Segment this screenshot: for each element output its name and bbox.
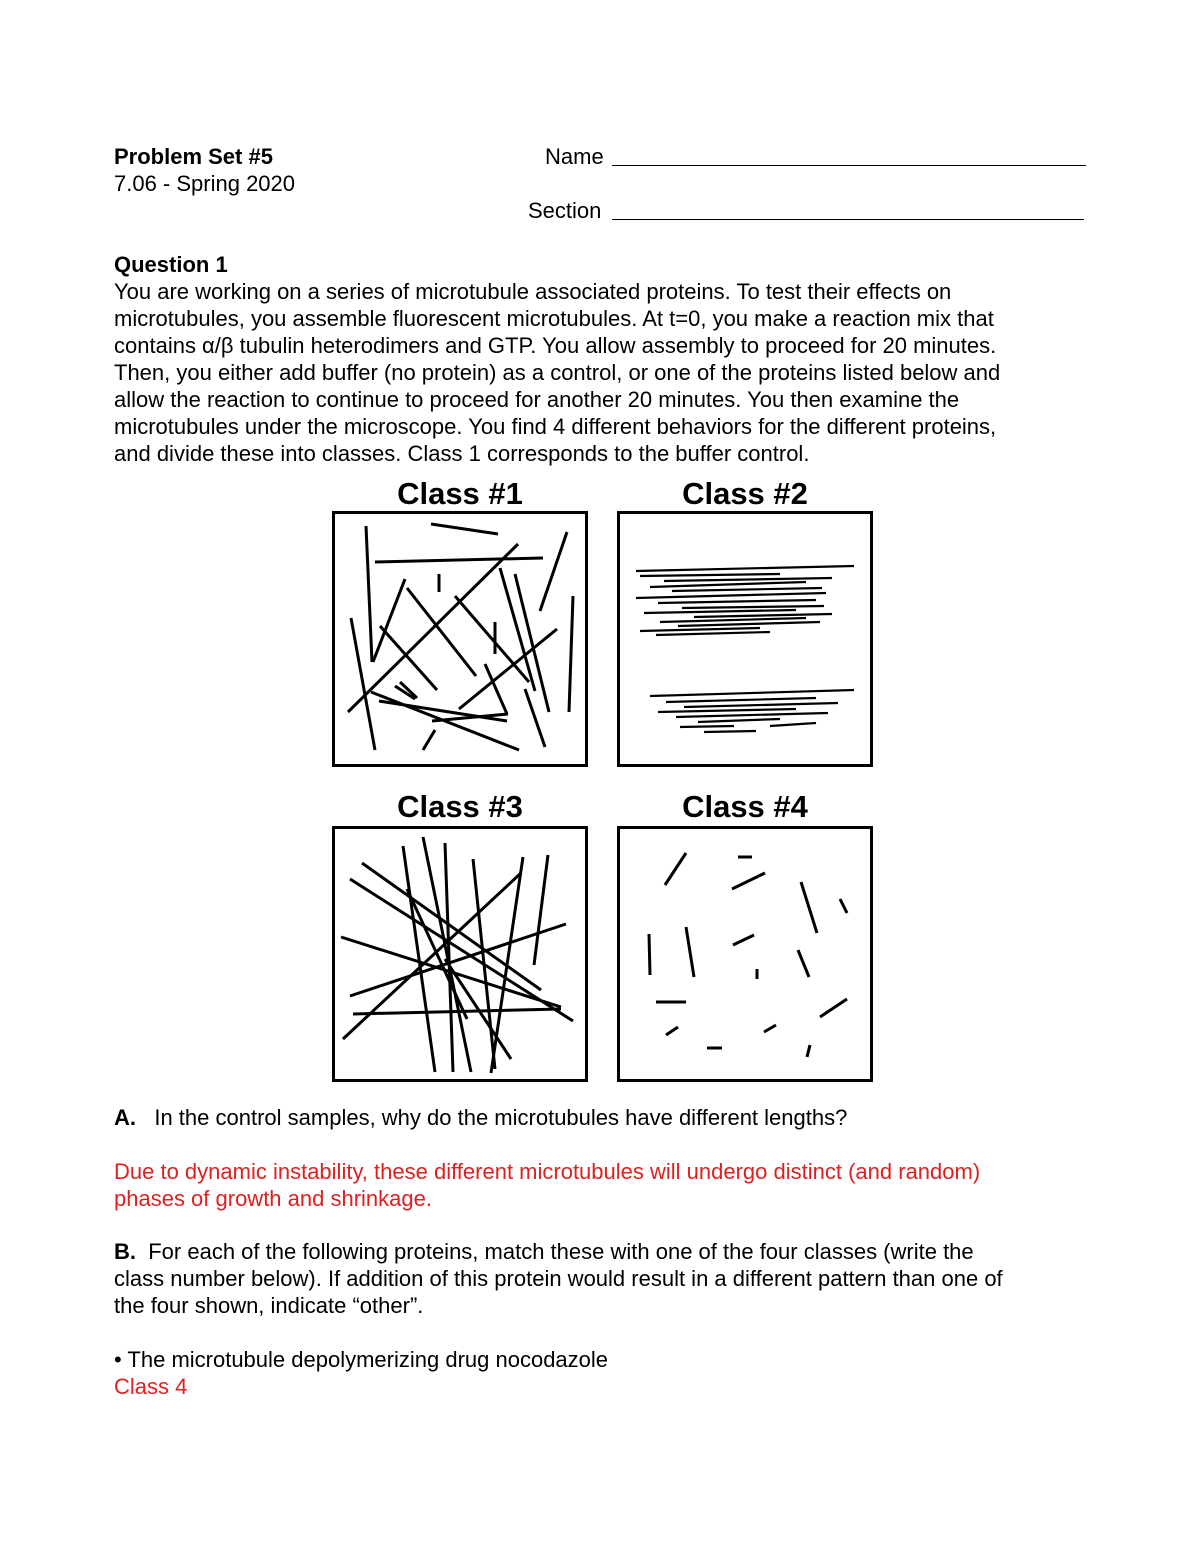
part-b-line: the four shown, indicate “other”. (114, 1293, 424, 1318)
part-b-item-answer: Class 4 (114, 1374, 188, 1399)
class3-microtubules (335, 829, 585, 1079)
class2-panel (617, 511, 873, 767)
problem-set-title: Problem Set #5 (114, 144, 273, 169)
intro-line: microtubules under the microscope. You find 4 different behaviors for the different proteins, (114, 414, 997, 439)
part-a-label: A. (114, 1105, 136, 1130)
class4-microtubules (620, 829, 870, 1079)
question-intro (114, 278, 1086, 467)
intro-line: You are working on a series of microtubule associated proteins. To test their effects on (114, 279, 952, 304)
part-b-label: B. (114, 1239, 136, 1264)
class3-panel (332, 826, 588, 1082)
part-b-line (114, 1238, 1086, 1265)
intro-line: allow the reaction to continue to proceed for another 20 minutes. You then examine the (114, 387, 960, 412)
section-field[interactable] (612, 219, 1084, 220)
part-b-line: class number below). If addition of this protein would result in a different pattern than one of (114, 1266, 1003, 1291)
question-heading: Question 1 (114, 252, 228, 277)
name-label: Name (545, 144, 604, 169)
intro-line: contains α/β tubulin heterodimers and GTP. You allow assembly to proceed for 20 minutes. (114, 333, 997, 358)
part-a-answer (114, 1158, 1086, 1212)
part-a-text: In the control samples, why do the microtubules have different lengths? (154, 1105, 848, 1130)
part-b-item: • The microtubule depolymerizing drug nocodazole (114, 1347, 609, 1372)
section-label: Section (528, 198, 602, 223)
answer-line: phases of growth and shrinkage. (114, 1186, 432, 1211)
course-label: 7.06 - Spring 2020 (114, 171, 296, 196)
class1-panel (332, 511, 588, 767)
name-field[interactable] (612, 165, 1086, 166)
class2-title: Class #2 (682, 476, 808, 511)
intro-line: microtubules, you assemble fluorescent microtubules. At t=0, you make a reaction mix that (114, 306, 994, 331)
class1-microtubules (335, 514, 585, 764)
class3-title: Class #3 (397, 789, 523, 824)
class1-title: Class #1 (397, 476, 523, 511)
answer-line: Due to dynamic instability, these different microtubules will undergo distinct (and random) (114, 1159, 981, 1184)
part-b-text: For each of the following proteins, match these with one of the four classes (write the (148, 1239, 974, 1264)
intro-line: and divide these into classes. Class 1 corresponds to the buffer control. (114, 441, 810, 466)
part-b-question (114, 1238, 1086, 1319)
class4-title: Class #4 (682, 789, 808, 824)
class2-microtubules (620, 514, 870, 764)
part-a-question (114, 1104, 1086, 1131)
intro-line: Then, you either add buffer (no protein) as a control, or one of the proteins listed below and (114, 360, 1001, 385)
class4-panel (617, 826, 873, 1082)
